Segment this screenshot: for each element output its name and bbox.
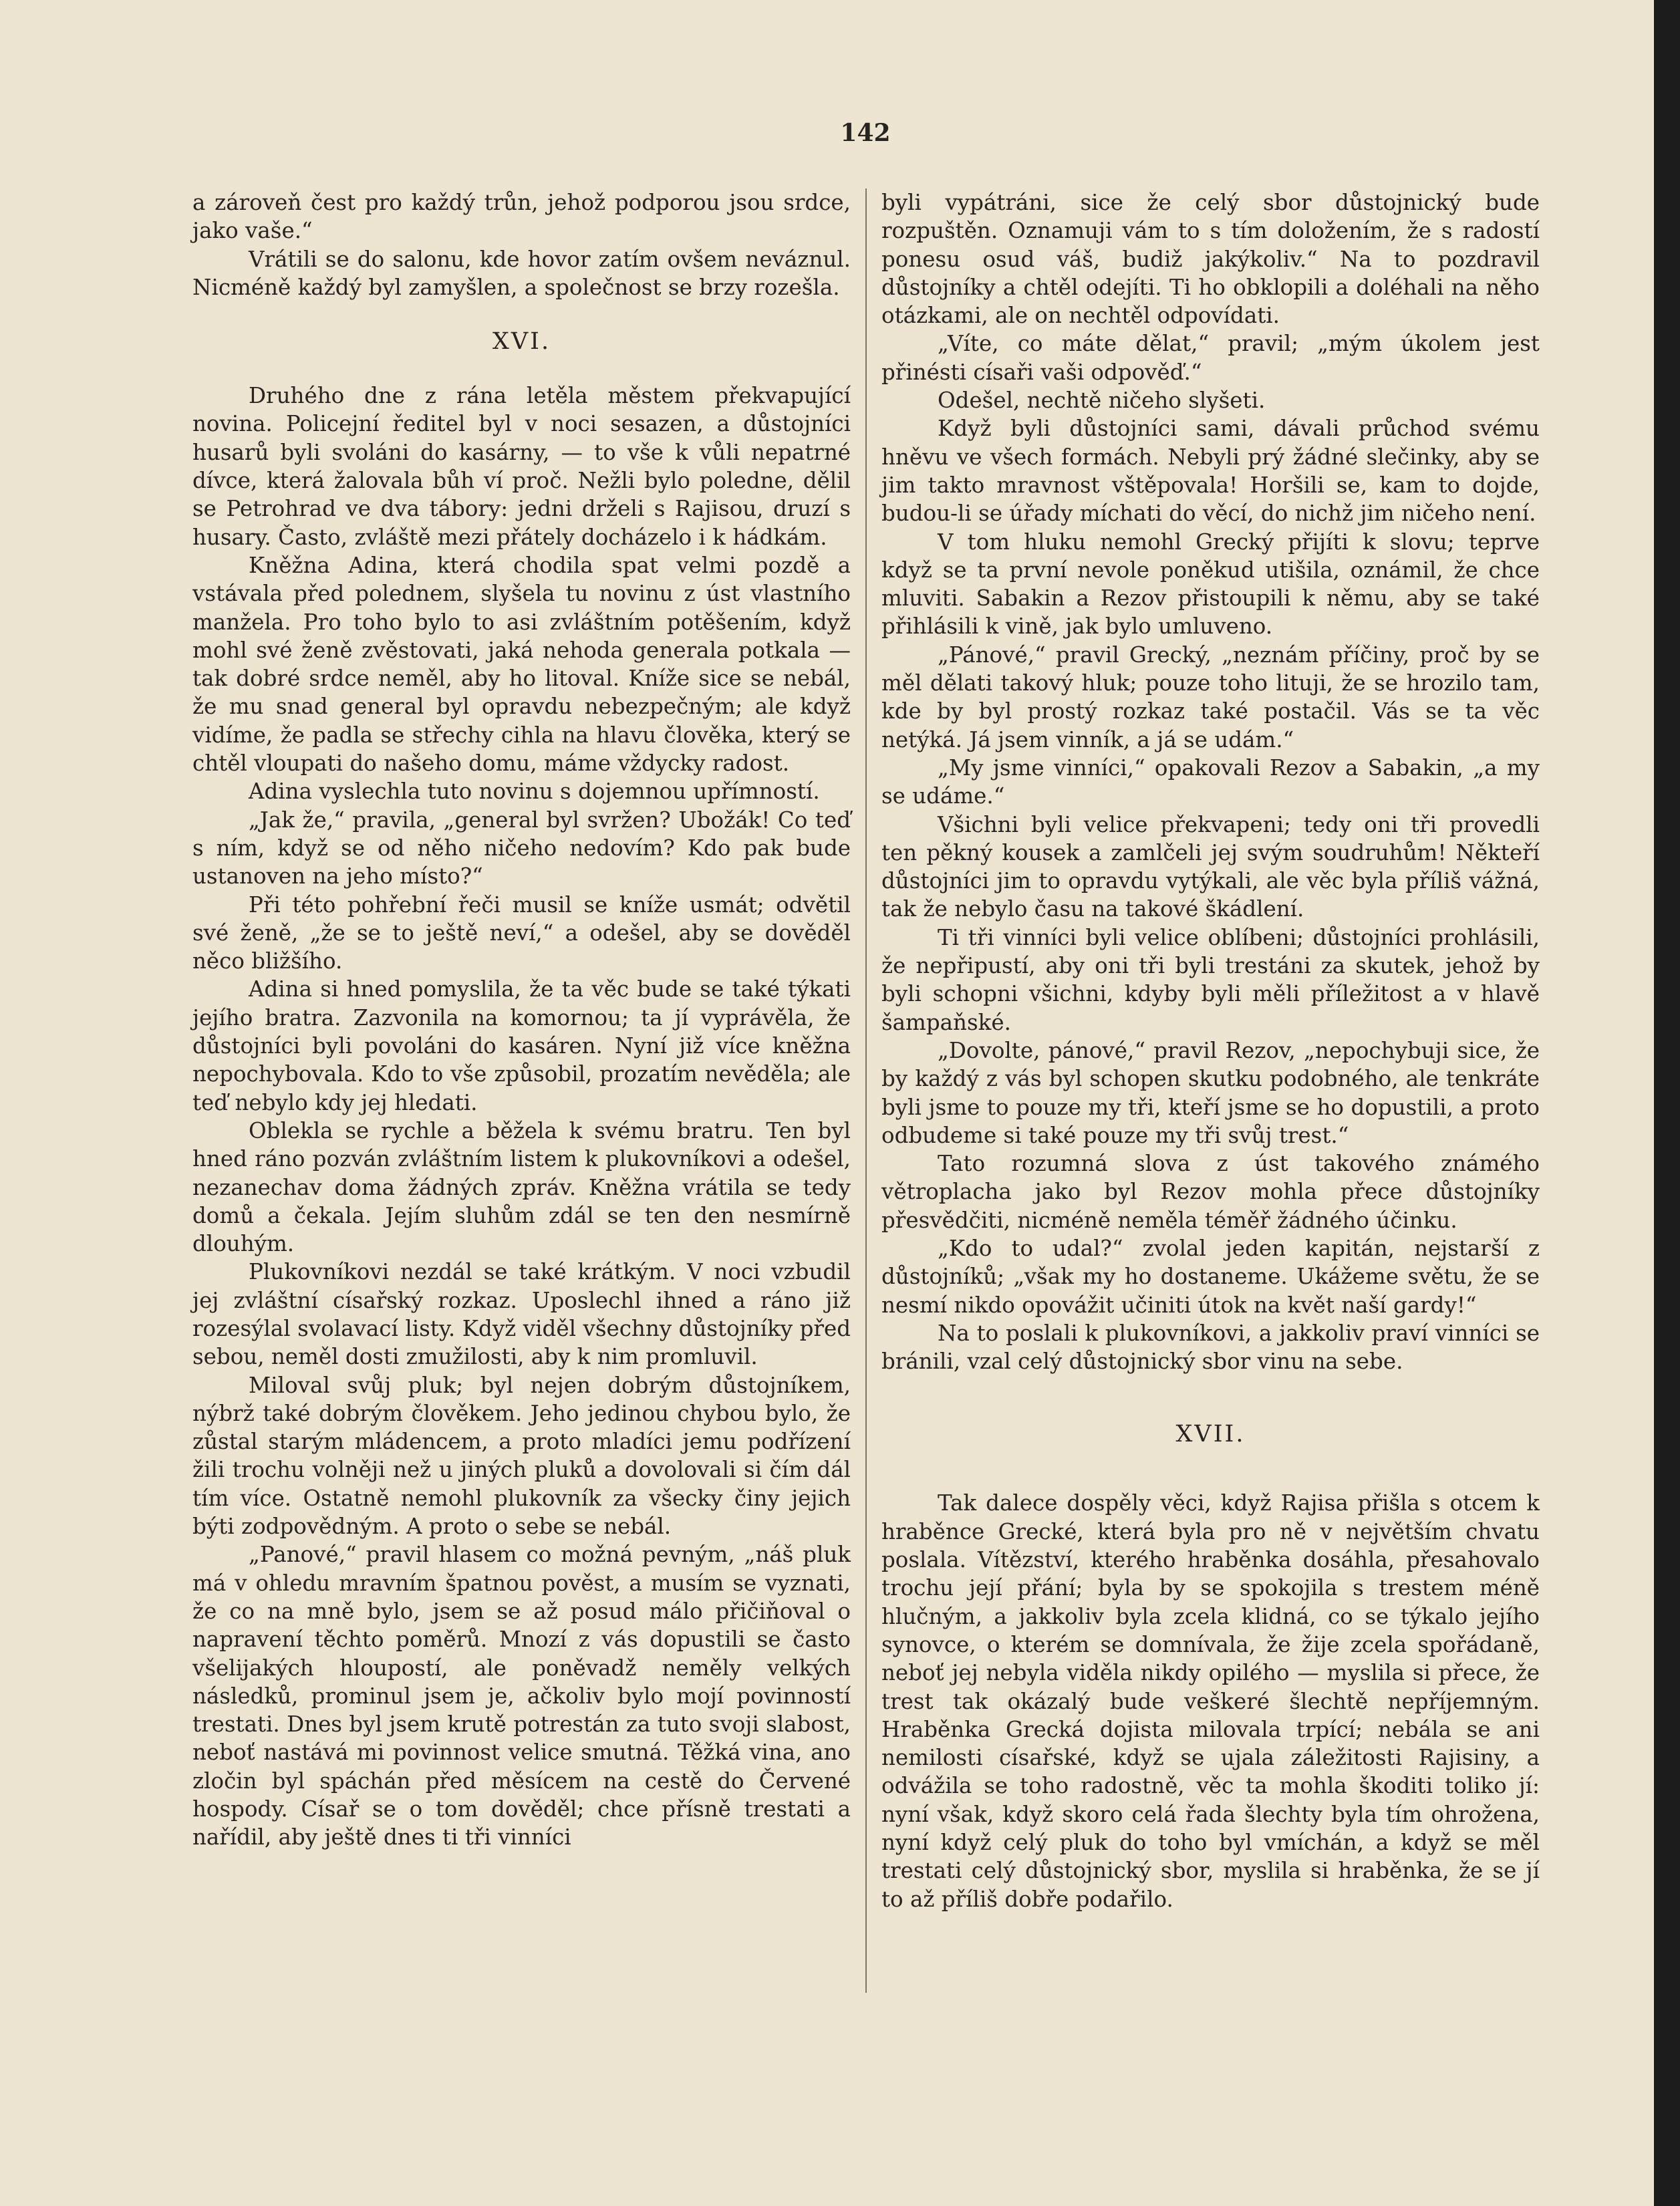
left-column (192, 188, 851, 1852)
column-divider (865, 188, 867, 1993)
paragraph: Miloval svůj pluk; byl nejen dobrým důstojníkem, nýbrž také dobrým člověkem. Jeho jedinou chybou bylo, že zůstal starým mládencem, a proto mladíci jemu podřízení žili trochu volněji než u jiných pluků a dovolovali si čím dál tím více. Ostatně nemohl plukovník za všecky činy jejich býti zodpovědným. A proto o sebe se nebál. (192, 1372, 851, 1540)
paragraph: „Víte, co máte dělat,“ pravil; „mým úkolem jest přinésti císaři vaši odpověď.“ (881, 331, 1540, 385)
paragraph: Když byli důstojníci sami, dávali průchod svému hněvu ve všech formách. Nebyli prý žádné slečinky, aby se jim takto mravnost vštěpovala! Horšili se, kam to dojde, budou-li se úřady míchati do věcí, do nichž jim ničeho není. (881, 416, 1540, 527)
paragraph: a zároveň čest pro každý trůn, jehož podporou jsou srdce, jako vaše.“ (192, 190, 851, 244)
paragraph: Oblekla se rychle a běžela k svému bratru. Ten byl hned ráno pozván zvláštním listem k plukovníkovi a odešel, nezanechav doma žádných zpráv. Kněžna vrátila se tedy domů a čekala. Jejím sluhům zdál se ten den nesmírně dlouhým. (192, 1117, 851, 1257)
paragraph: Adina vyslechla tuto novinu s dojemnou upřímností. (249, 779, 820, 805)
paragraph: Při této pohřební řeči musil se kníže usmát; odvětil své ženě, „že se to ještě neví,“ a odešel, aby se dověděl něco bližšího. (192, 891, 851, 974)
paragraph: „My jsme vinníci,“ opakovali Rezov a Sabakin, „a my se udáme.“ (881, 754, 1540, 809)
paragraph: Adina si hned pomyslila, že ta věc bude se také týkati jejího bratra. Zazvonila na komornou; ta jí vyprávěla, že důstojníci byli povoláni do kasáren. Nyní již více kněžna nepochybovala. Kdo to vše způsobil, prozatím nevěděla; ale teď nebylo kdy jej hledati. (192, 976, 851, 1115)
paragraph: Vrátili se do salonu, kde hovor zatím ovšem neváznul. Nicméně každý byl zamyšlen, a společnost se brzy rozešla. (192, 246, 851, 300)
paragraph: „Jak že,“ pravila, „general byl svržen? Ubožák! Co teď s ním, když se od něho ničeho nedovím? Kdo pak bude ustanoven na jeho místo?“ (192, 807, 851, 889)
paragraph: Tak dalece dospěly věci, když Rajisa přišla s otcem k hraběnce Grecké, která byla pro ně v největším chvatu poslala. Vítězství, kterého hraběnka dosáhla, přesahovalo trochu její přání; byla by se spokojila s trestem méně hlučným, a jakkoliv byla zcela klidná, co se týkalo jejího synovce, o kterém se domnívala, že žije zcela spořádaně, neboť jej nebyla viděla nikdy opilého — myslila si přece, že trest tak okázalý bude veškeré šlechtě nepříjemným. Hraběnka Grecká dojista milovala trpící; nebála se ani nemilosti císařské, když se ujala záležitosti Rajisiny, a odvážila se toho radostně, věc ta mohla škoditi toliko jí: nyní však, když skoro celá řada šlechty byla tím ohrožena, nyní když celý pluk do toho byl vmíchán, a když se měl trestati celý důstojnický sbor, myslila si hraběnka, že se jí to až příliš dobře podařilo. (881, 1490, 1540, 1912)
right-column (881, 188, 1540, 1913)
paragraph: „Kdo to udal?“ zvolal jeden kapitán, nejstarší z důstojníků; „však my ho dostaneme. Ukážeme světu, že se nesmí nikdo opovážit učiniti útok na květ naší gardy!“ (881, 1235, 1540, 1318)
paragraph: „Dovolte, pánové,“ pravil Rezov, „nepochybuji sice, že by každý z vás byl schopen skutku podobného, ale tenkráte byli jsme to pouze my tři, kteří jsme se ho dopustili, a proto odbudeme si také pouze my tři svůj trest.“ (881, 1037, 1540, 1148)
chapter-heading: XVII. (1175, 1421, 1246, 1448)
paragraph: Druhého dne z rána letěla městem překvapující novina. Policejní ředitel byl v noci sesazen, a důstojníci husarů byli svoláni do kasárny, — to vše k vůli nepatrné dívce, která žalovala bůh ví proč. Nežli bylo poledne, dělil se Petrohrad ve dva tábory: jedni drželi s Rajisou, druzí s husary. Často, zvláště mezi přátely docházelo i k hádkám. (192, 383, 851, 550)
paragraph: „Pánové,“ pravil Grecký, „neznám příčiny, proč by se měl dělati takový hluk; pouze toho lituji, že se hrozilo tam, kde by byl prostý rozkaz také postačil. Vás se ta věc netýká. Já jsem vinník, a já se udám.“ (881, 642, 1540, 752)
paragraph: Plukovníkovi nezdál se také krátkým. V noci vzbudil jej zvláštní císařský rozkaz. Uposlechl ihned a ráno již rozesýlal svolavací listy. Když viděl všechny důstojníky před sebou, neměl dosti zmužilosti, aby k nim promluvil. (192, 1259, 851, 1370)
paragraph: Kněžna Adina, která chodila spat velmi pozdě a vstávala před polednem, slyšela tu novinu z úst vlastního manžela. Pro toho bylo to asi zvláštním potěšením, když mohl své ženě zvěstovati, jaká nehoda generala potkala — tak dobré srdce neměl, aby ho litoval. Kníže sice se nebál, že mu snad general byl opravdu nebezpečným; ale když vidíme, že padla se střechy cihla na hlavu člověka, který se chtěl vloupati do našeho domu, máme vždycky radost. (192, 552, 851, 777)
paragraph: „Panové,“ pravil hlasem co možná pevným, „náš pluk má v ohledu mravním špatnou pověst, a musím se vyznati, že co na mně bylo, jsem se až posud málo přičiňoval o napravení těchto poměrů. Mnozí z vás dopustili se často všelijakých hloupostí, ale poněvadž neměly velkých následků, prominul jsem je, ačkoliv bylo mojí povinností trestati. Dnes byl jsem krutě potrestán za tuto svoji slabost, neboť nastává mi povinnost velice smutná. Těžká vina, ano zločin byl spáchán před měsícem na cestě do Červené hospody. Císař se o tom dověděl; chce přísně trestati a nařídil, aby ještě dnes ti tři vinníci (192, 1542, 851, 1850)
chapter-heading: XVI. (492, 328, 551, 356)
scan-edge (1654, 0, 1680, 2206)
paragraph: Na to poslali k plukovníkovi, a jakkoliv praví vinníci se bránili, vzal celý důstojnický sbor vinu na sebe. (881, 1320, 1540, 1375)
paragraph: byli vypátráni, sice že celý sbor důstojnický bude rozpuštěn. Oznamuji vám to s tím doložením, že s radostí ponesu osud váš, budiž jakýkoliv.“ Na to pozdravil důstojníky a chtěl odejíti. Ti ho obklopili a doléhali na něho otázkami, ale on nechtěl odpovídati. (881, 190, 1540, 329)
paragraph: Všichni byli velice překvapeni; tedy oni tři provedli ten pěkný kousek a zamlčeli jej svým soudruhům! Někteří důstojníci jim to opravdu vytýkali, ale věc byla příliš vážná, tak že nebylo času na takové škádlení. (881, 811, 1540, 922)
paragraph: V tom hluku nemohl Grecký přijíti k slovu; teprve když se ta první nevole poněkud utišila, oznámil, že chce mluviti. Sabakin a Rezov přistoupili k němu, aby se také přihlásili k vině, jak bylo umluveno. (881, 529, 1540, 640)
paragraph: Tato rozumná slova z úst takového známého větroplacha jako byl Rezov mohla přece důstojníky přesvědčiti, nicméně neměla téměř žádného účinku. (881, 1151, 1540, 1233)
paragraph: Ti tři vinníci byli velice oblíbeni; důstojníci prohlásili, že nepřipustí, aby oni tři byli trestáni za skutek, jehož by byli schopni všichni, kdyby byli měli příležitost a v hlavě šampaňské. (881, 924, 1540, 1035)
page-number: 142 (840, 119, 891, 147)
paragraph: Odešel, nechtě ničeho slyšeti. (938, 388, 1266, 414)
